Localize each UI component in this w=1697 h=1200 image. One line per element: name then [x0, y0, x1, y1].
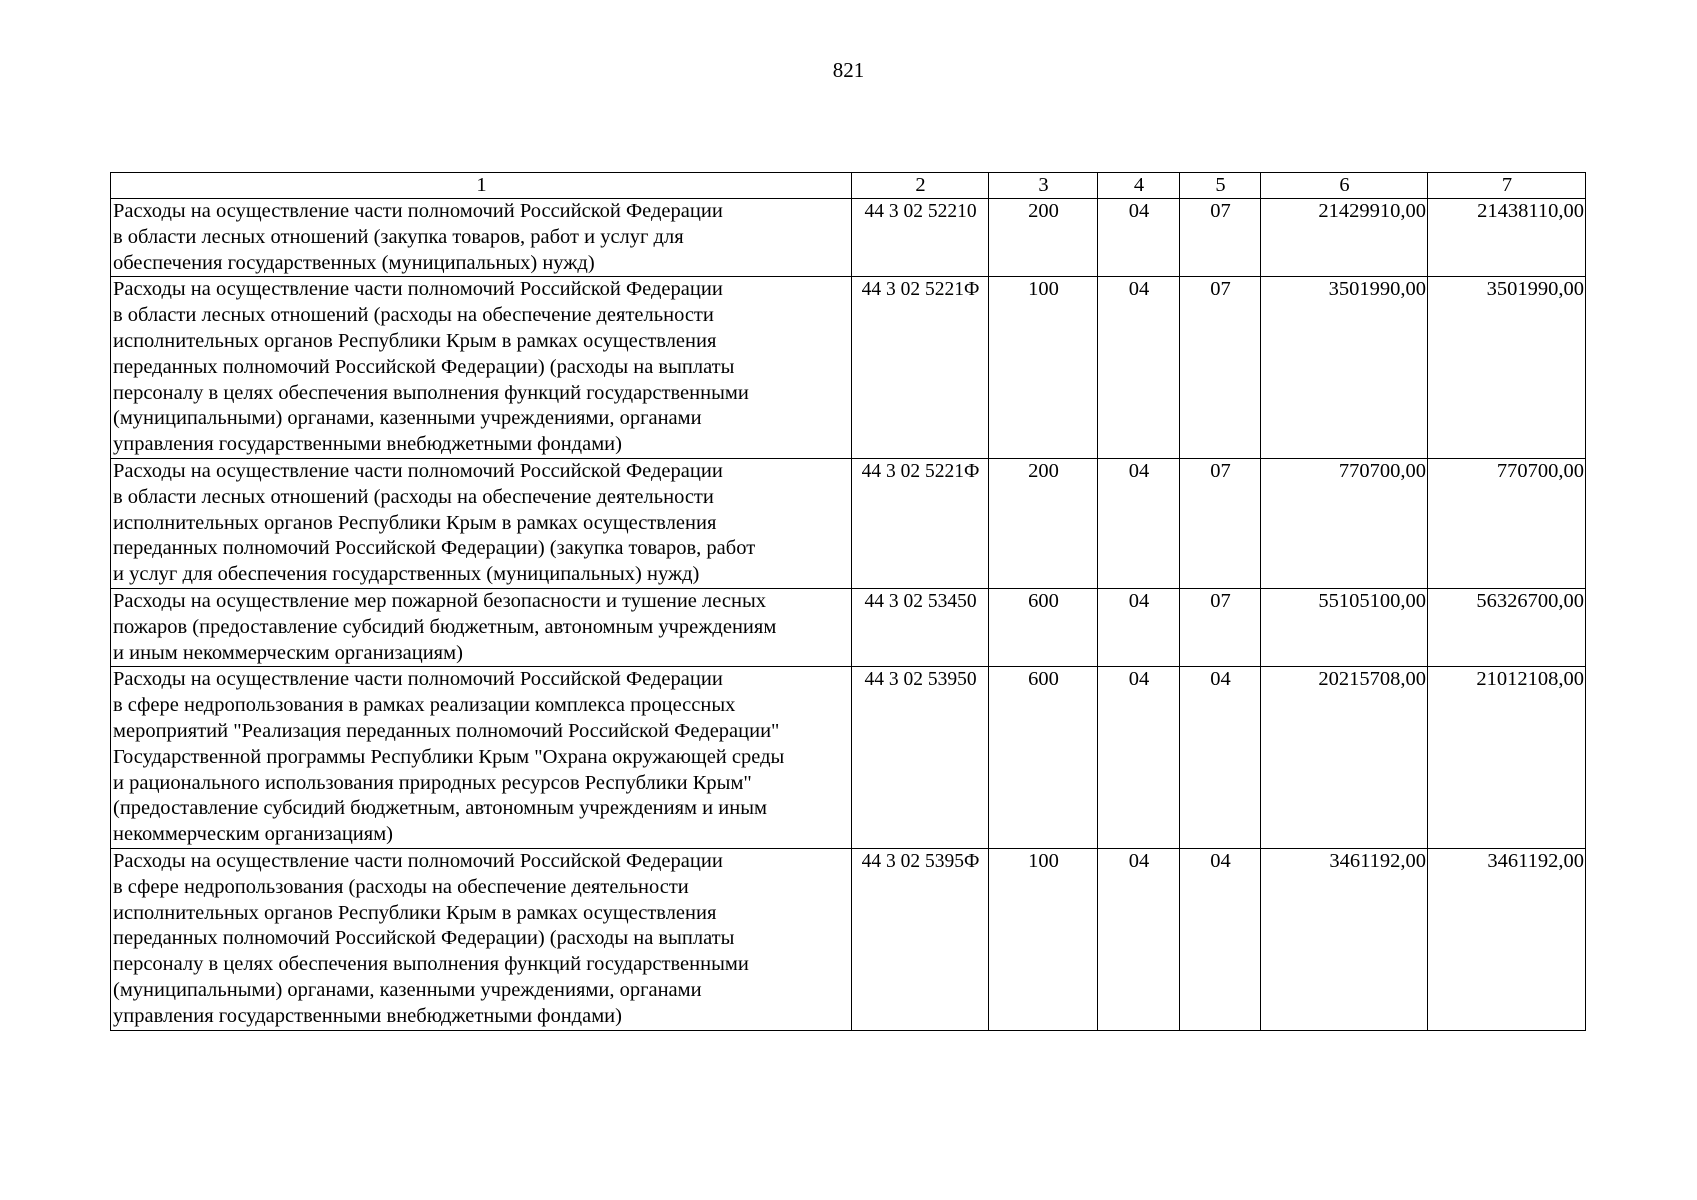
- column-header: 1: [111, 173, 852, 199]
- amount-column-7: 770700,00: [1428, 458, 1586, 588]
- amount-column-6: 20215708,00: [1261, 667, 1428, 849]
- expense-description: Расходы на осуществление части полномочий Российской Федерации в области лесных отношений (расходы на обеспечение деятельности исполнительных органов Республики Крым в рамках осуществления переданных полномочий Российской Федерации) (расходы на выплаты персоналу в целях обеспечения выполнения функций государственными (муниципальными) органами, казенными учреждениями, органами управления государственными внебюджетными фондами): [111, 277, 852, 459]
- amount-column-6: 21429910,00: [1261, 199, 1428, 277]
- column-header: 4: [1098, 173, 1180, 199]
- table-row: [111, 277, 1586, 459]
- table-row: [111, 848, 1586, 1030]
- amount-column-7: 56326700,00: [1428, 588, 1586, 666]
- column-header: 7: [1428, 173, 1586, 199]
- subsection-code: 04: [1180, 848, 1261, 1030]
- target-article-code: 44 3 02 5221Ф: [852, 458, 989, 588]
- target-article-code: 44 3 02 5395Ф: [852, 848, 989, 1030]
- table-row: [111, 458, 1586, 588]
- amount-column-6: 3501990,00: [1261, 277, 1428, 459]
- subsection-code: 07: [1180, 199, 1261, 277]
- expense-type-code: 600: [989, 588, 1098, 666]
- target-article-code: 44 3 02 53450: [852, 588, 989, 666]
- table-row: [111, 199, 1586, 277]
- section-code: 04: [1098, 458, 1180, 588]
- page-number: 821: [832, 58, 865, 82]
- expense-type-code: 200: [989, 199, 1098, 277]
- subsection-code: 07: [1180, 588, 1261, 666]
- subsection-code: 07: [1180, 277, 1261, 459]
- section-code: 04: [1098, 588, 1180, 666]
- subsection-code: 07: [1180, 458, 1261, 588]
- amount-column-7: 3501990,00: [1428, 277, 1586, 459]
- amount-column-6: 770700,00: [1261, 458, 1428, 588]
- amount-column-7: 21012108,00: [1428, 667, 1586, 849]
- amount-column-7: 21438110,00: [1428, 199, 1586, 277]
- budget-table: [110, 172, 1586, 1031]
- expense-type-code: 200: [989, 458, 1098, 588]
- target-article-code: 44 3 02 5221Ф: [852, 277, 989, 459]
- column-header: 6: [1261, 173, 1428, 199]
- target-article-code: 44 3 02 53950: [852, 667, 989, 849]
- section-code: 04: [1098, 667, 1180, 849]
- expense-type-code: 600: [989, 667, 1098, 849]
- table-row: [111, 667, 1586, 849]
- table-row: [111, 588, 1586, 666]
- expense-type-code: 100: [989, 848, 1098, 1030]
- amount-column-6: 55105100,00: [1261, 588, 1428, 666]
- column-header: 3: [989, 173, 1098, 199]
- column-header: 2: [852, 173, 989, 199]
- expense-description: Расходы на осуществление мер пожарной безопасности и тушение лесных пожаров (предоставление субсидий бюджетным, автономным учреждениям и иным некоммерческим организациям): [111, 588, 852, 666]
- expense-description: Расходы на осуществление части полномочий Российской Федерации в сфере недропользования в рамках реализации комплекса процессных мероприятий "Реализация переданных полномочий Российской Федерации" Государственной программы Республики Крым "Охрана окружающей среды и рационального использования природных ресурсов Республики Крым" (предоставление субсидий бюджетным, автономным учреждениям и иным некоммерческим организациям): [111, 667, 852, 849]
- expense-type-code: 100: [989, 277, 1098, 459]
- target-article-code: 44 3 02 52210: [852, 199, 989, 277]
- subsection-code: 04: [1180, 667, 1261, 849]
- expense-description: Расходы на осуществление части полномочий Российской Федерации в области лесных отношений (закупка товаров, работ и услуг для обеспечения государственных (муниципальных) нужд): [111, 199, 852, 277]
- section-code: 04: [1098, 199, 1180, 277]
- header-row: [111, 173, 1586, 199]
- expense-description: Расходы на осуществление части полномочий Российской Федерации в области лесных отношений (расходы на обеспечение деятельности исполнительных органов Республики Крым в рамках осуществления переданных полномочий Российской Федерации) (закупка товаров, работ и услуг для обеспечения государственных (муниципальных) нужд): [111, 458, 852, 588]
- section-code: 04: [1098, 848, 1180, 1030]
- column-header: 5: [1180, 173, 1261, 199]
- section-code: 04: [1098, 277, 1180, 459]
- expense-description: Расходы на осуществление части полномочий Российской Федерации в сфере недропользования (расходы на обеспечение деятельности исполнительных органов Республики Крым в рамках осуществления переданных полномочий Российской Федерации) (расходы на выплаты персоналу в целях обеспечения выполнения функций государственными (муниципальными) органами, казенными учреждениями, органами управления государственными внебюджетными фондами): [111, 848, 852, 1030]
- amount-column-7: 3461192,00: [1428, 848, 1586, 1030]
- amount-column-6: 3461192,00: [1261, 848, 1428, 1030]
